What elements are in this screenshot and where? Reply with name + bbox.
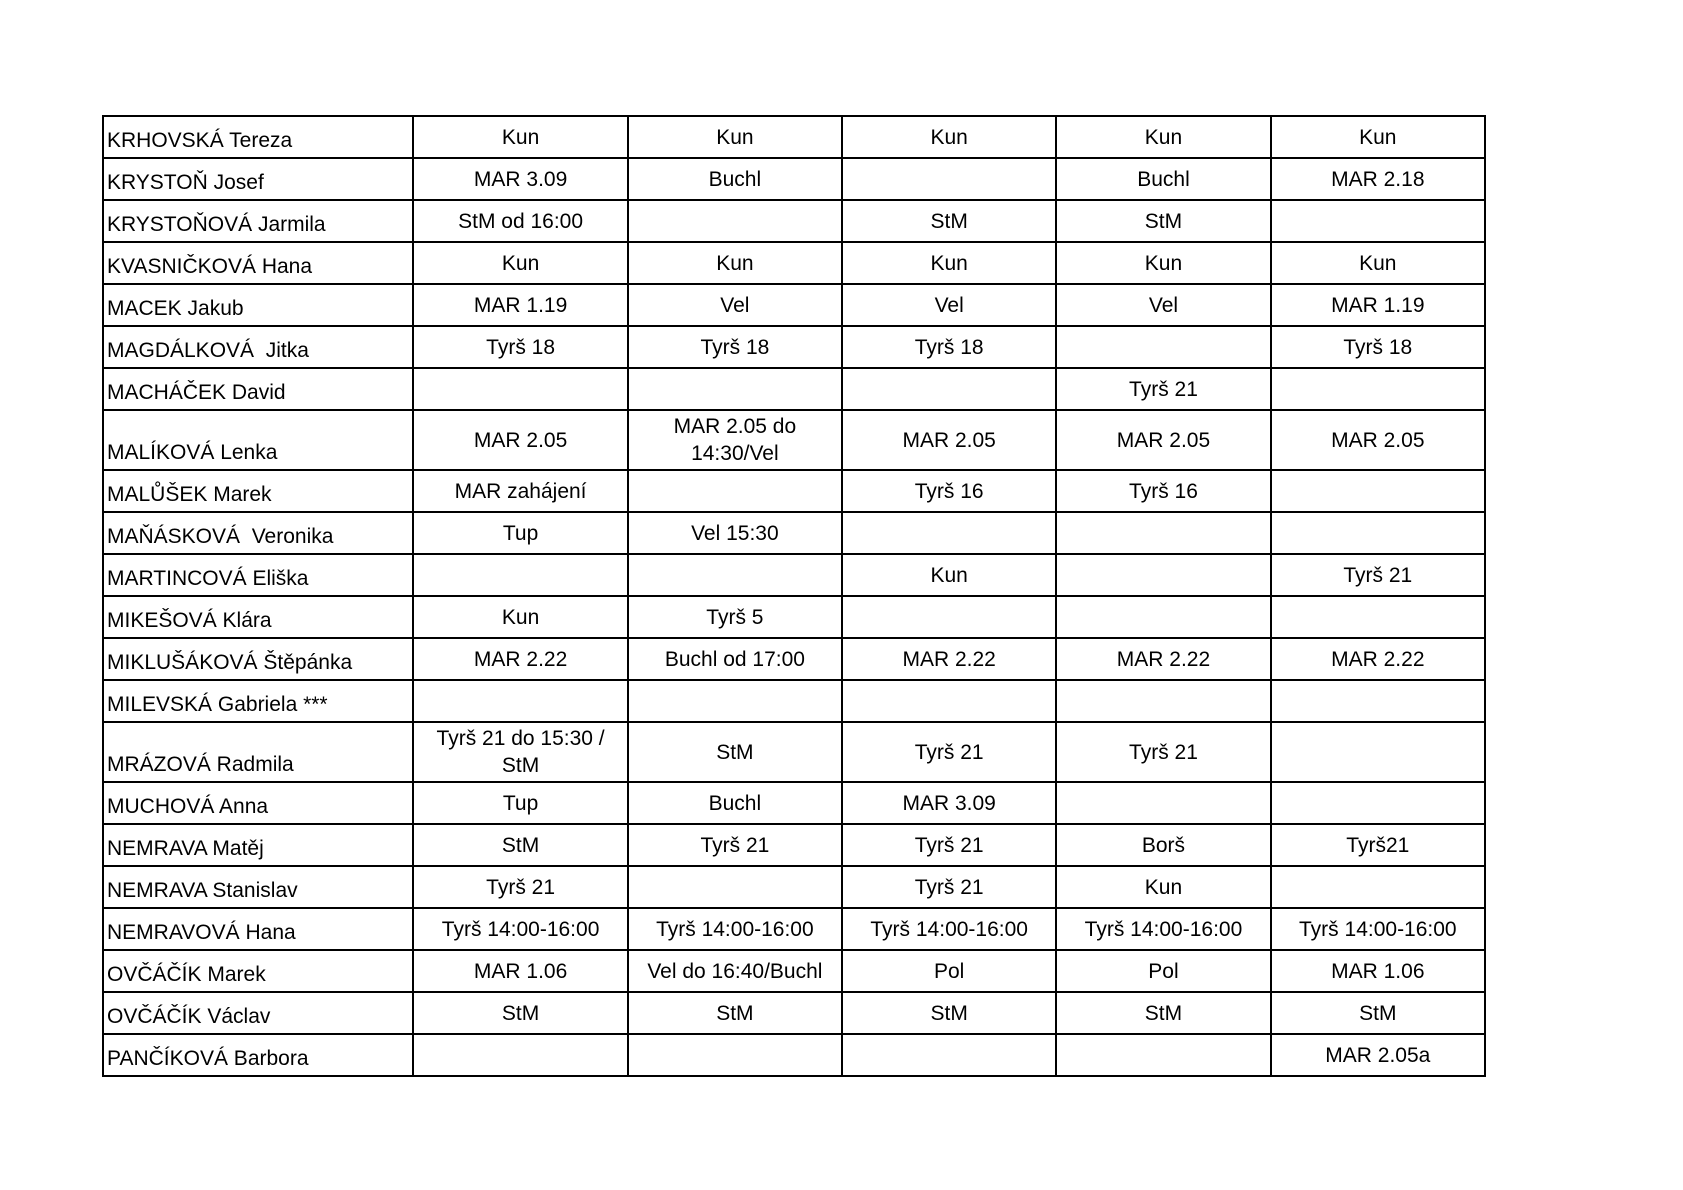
schedule-cell-2 [628,368,842,410]
person-name-cell: MRÁZOVÁ Radmila [103,722,413,782]
schedule-cell-3: Tyrš 21 [842,722,1056,782]
schedule-cell-1 [413,554,627,596]
schedule-cell-1: Tyrš 21 [413,866,627,908]
schedule-cell-5: Tyrš 18 [1271,326,1485,368]
person-name-cell: MUCHOVÁ Anna [103,782,413,824]
table-row [103,950,1485,992]
schedule-cell-5 [1271,200,1485,242]
person-name-cell: MAGDÁLKOVÁ Jitka [103,326,413,368]
schedule-cell-1 [413,1034,627,1076]
schedule-cell-1: MAR 3.09 [413,158,627,200]
schedule-cell-1: Tup [413,782,627,824]
schedule-cell-5 [1271,782,1485,824]
schedule-cell-1: Tyrš 14:00-16:00 [413,908,627,950]
schedule-cell-1: MAR zahájení [413,470,627,512]
schedule-cell-4: Tyrš 16 [1056,470,1270,512]
schedule-cell-1: Tup [413,512,627,554]
table-row [103,200,1485,242]
schedule-cell-1: Kun [413,596,627,638]
table-row [103,596,1485,638]
schedule-cell-3 [842,680,1056,722]
schedule-cell-1: Tyrš 21 do 15:30 / StM [413,722,627,782]
schedule-cell-2: Kun [628,242,842,284]
schedule-cell-4: MAR 2.05 [1056,410,1270,470]
schedule-cell-2 [628,680,842,722]
schedule-cell-5: StM [1271,992,1485,1034]
schedule-cell-2: Tyrš 5 [628,596,842,638]
schedule-cell-4: Tyrš 14:00-16:00 [1056,908,1270,950]
table-row [103,722,1485,782]
schedule-cell-5: MAR 1.06 [1271,950,1485,992]
schedule-cell-1 [413,368,627,410]
schedule-cell-5: Kun [1271,242,1485,284]
schedule-cell-2: StM [628,722,842,782]
schedule-cell-4 [1056,554,1270,596]
schedule-cell-2: MAR 2.05 do 14:30/Vel [628,410,842,470]
schedule-cell-1: StM [413,824,627,866]
schedule-cell-5 [1271,722,1485,782]
schedule-cell-1: MAR 1.06 [413,950,627,992]
table-row [103,470,1485,512]
schedule-cell-2 [628,200,842,242]
person-name-cell: PANČÍKOVÁ Barbora [103,1034,413,1076]
schedule-cell-4 [1056,596,1270,638]
schedule-cell-1: MAR 2.22 [413,638,627,680]
table-row [103,908,1485,950]
table-row [103,824,1485,866]
schedule-cell-3: Tyrš 21 [842,824,1056,866]
schedule-cell-2: Buchl od 17:00 [628,638,842,680]
schedule-cell-5: MAR 1.19 [1271,284,1485,326]
table-row [103,1034,1485,1076]
person-name-cell: MALÍKOVÁ Lenka [103,410,413,470]
schedule-cell-4: Buchl [1056,158,1270,200]
schedule-cell-3: Tyrš 16 [842,470,1056,512]
table-row [103,638,1485,680]
schedule-cell-3 [842,596,1056,638]
schedule-cell-4 [1056,326,1270,368]
schedule-cell-1: Kun [413,116,627,158]
schedule-cell-3: Vel [842,284,1056,326]
table-row [103,242,1485,284]
schedule-cell-4: StM [1056,992,1270,1034]
table-row [103,116,1485,158]
schedule-cell-3: Tyrš 18 [842,326,1056,368]
schedule-cell-1: Kun [413,242,627,284]
person-name-cell: NEMRAVA Matěj [103,824,413,866]
table-row [103,368,1485,410]
schedule-cell-4: StM [1056,200,1270,242]
person-name-cell: OVČÁČÍK Marek [103,950,413,992]
schedule-cell-4 [1056,680,1270,722]
schedule-cell-4: MAR 2.22 [1056,638,1270,680]
schedule-cell-4: Kun [1056,866,1270,908]
schedule-cell-2 [628,554,842,596]
person-name-cell: MALŮŠEK Marek [103,470,413,512]
person-name-cell: KRYSTOŇOVÁ Jarmila [103,200,413,242]
person-name-cell: OVČÁČÍK Václav [103,992,413,1034]
schedule-cell-3 [842,1034,1056,1076]
schedule-cell-2: Vel do 16:40/Buchl [628,950,842,992]
schedule-cell-5 [1271,470,1485,512]
schedule-cell-4: Kun [1056,242,1270,284]
schedule-cell-4: Pol [1056,950,1270,992]
person-name-cell: KRHOVSKÁ Tereza [103,116,413,158]
schedule-cell-3 [842,368,1056,410]
schedule-cell-5 [1271,596,1485,638]
person-name-cell: NEMRAVA Stanislav [103,866,413,908]
schedule-cell-5: MAR 2.05 [1271,410,1485,470]
schedule-cell-4: Tyrš 21 [1056,722,1270,782]
schedule-cell-3 [842,158,1056,200]
schedule-cell-2 [628,470,842,512]
person-name-cell: MILEVSKÁ Gabriela *** [103,680,413,722]
person-name-cell: MACEK Jakub [103,284,413,326]
schedule-cell-5: MAR 2.22 [1271,638,1485,680]
schedule-cell-1: MAR 1.19 [413,284,627,326]
schedule-cell-5 [1271,368,1485,410]
table-row [103,866,1485,908]
schedule-cell-2: StM [628,992,842,1034]
schedule-cell-5 [1271,866,1485,908]
person-name-cell: MACHÁČEK David [103,368,413,410]
schedule-cell-4: Kun [1056,116,1270,158]
person-name-cell: NEMRAVOVÁ Hana [103,908,413,950]
schedule-cell-5: Tyrš21 [1271,824,1485,866]
person-name-cell: MIKLUŠÁKOVÁ Štěpánka [103,638,413,680]
schedule-cell-3: MAR 3.09 [842,782,1056,824]
schedule-cell-3: StM [842,200,1056,242]
schedule-cell-3: Pol [842,950,1056,992]
schedule-cell-3: Kun [842,242,1056,284]
schedule-cell-1: StM [413,992,627,1034]
schedule-cell-4 [1056,1034,1270,1076]
schedule-cell-1 [413,680,627,722]
schedule-cell-4: Tyrš 21 [1056,368,1270,410]
schedule-cell-3: MAR 2.22 [842,638,1056,680]
schedule-cell-4 [1056,782,1270,824]
schedule-cell-2: Tyrš 21 [628,824,842,866]
table-row [103,680,1485,722]
schedule-cell-5 [1271,512,1485,554]
table-row [103,554,1485,596]
schedule-cell-5: MAR 2.05a [1271,1034,1485,1076]
schedule-cell-2: Buchl [628,158,842,200]
schedule-body [103,116,1485,1076]
table-row [103,158,1485,200]
schedule-cell-2: Kun [628,116,842,158]
table-row [103,284,1485,326]
person-name-cell: KVASNIČKOVÁ Hana [103,242,413,284]
schedule-table [102,115,1486,1077]
schedule-cell-2: Vel [628,284,842,326]
schedule-cell-5: Kun [1271,116,1485,158]
schedule-cell-2: Tyrš 14:00-16:00 [628,908,842,950]
schedule-cell-4 [1056,512,1270,554]
schedule-cell-4: Vel [1056,284,1270,326]
schedule-cell-4: Borš [1056,824,1270,866]
schedule-cell-2: Buchl [628,782,842,824]
schedule-cell-5 [1271,680,1485,722]
schedule-cell-3: StM [842,992,1056,1034]
schedule-cell-3 [842,512,1056,554]
schedule-cell-3: MAR 2.05 [842,410,1056,470]
schedule-cell-2: Vel 15:30 [628,512,842,554]
table-row [103,512,1485,554]
schedule-cell-3: Tyrš 14:00-16:00 [842,908,1056,950]
schedule-cell-1: Tyrš 18 [413,326,627,368]
schedule-cell-3: Kun [842,116,1056,158]
table-row [103,782,1485,824]
schedule-cell-2 [628,866,842,908]
schedule-cell-5: Tyrš 21 [1271,554,1485,596]
schedule-cell-3: Kun [842,554,1056,596]
person-name-cell: MAŇÁSKOVÁ Veronika [103,512,413,554]
schedule-cell-1: MAR 2.05 [413,410,627,470]
table-row [103,326,1485,368]
schedule-cell-3: Tyrš 21 [842,866,1056,908]
schedule-cell-1: StM od 16:00 [413,200,627,242]
table-row [103,410,1485,470]
person-name-cell: MIKEŠOVÁ Klára [103,596,413,638]
schedule-cell-5: MAR 2.18 [1271,158,1485,200]
schedule-cell-5: Tyrš 14:00-16:00 [1271,908,1485,950]
person-name-cell: KRYSTOŇ Josef [103,158,413,200]
table-row [103,992,1485,1034]
schedule-cell-2 [628,1034,842,1076]
schedule-cell-2: Tyrš 18 [628,326,842,368]
person-name-cell: MARTINCOVÁ Eliška [103,554,413,596]
